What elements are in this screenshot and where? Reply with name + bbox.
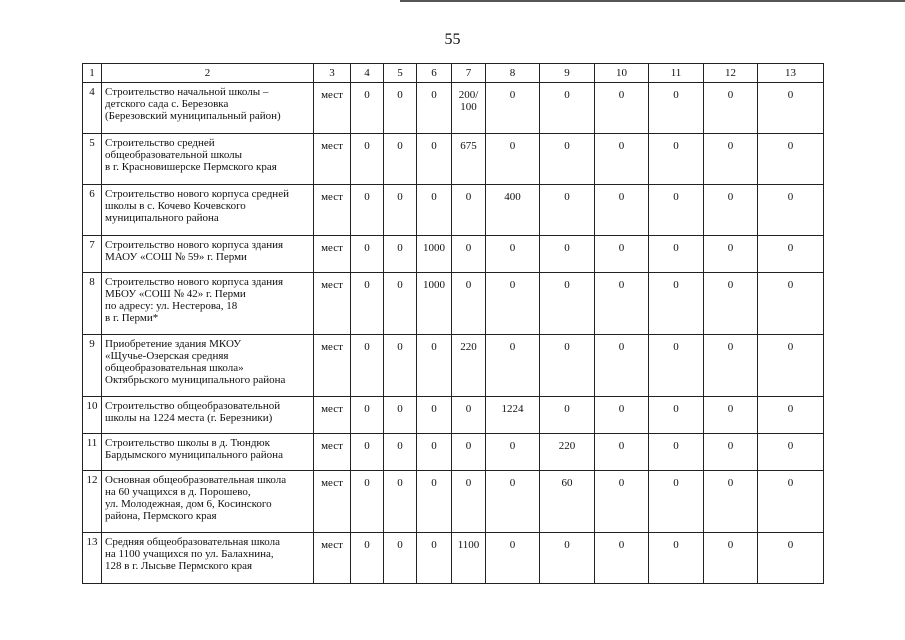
row-number: 7 xyxy=(83,236,102,273)
table-row xyxy=(83,434,824,471)
value-cell: 0 xyxy=(351,236,384,273)
value-cell: 0 xyxy=(649,397,704,434)
object-name-line: 128 в г. Лысьве Пермского края xyxy=(105,560,253,572)
object-name-line: Строительство нового корпуса здания xyxy=(105,239,284,251)
value-cell: 0 xyxy=(758,533,824,584)
value-cell: 0 xyxy=(649,434,704,471)
value-cell: 0 xyxy=(351,471,384,533)
header-cell: 2 xyxy=(102,64,314,83)
object-name-line: детского сада с. Березовка xyxy=(105,98,229,110)
value-cell: 0 xyxy=(486,471,540,533)
value-cell: 0 xyxy=(452,397,486,434)
value-cell: 0 xyxy=(486,236,540,273)
value-cell: 0 xyxy=(417,533,452,584)
value-cell: 0 xyxy=(384,273,417,335)
header-cell: 4 xyxy=(351,64,384,83)
header-cell: 3 xyxy=(314,64,351,83)
object-name-line: школы в с. Кочево Кочевского xyxy=(105,200,246,212)
table-row xyxy=(83,471,824,533)
value-cell: 0 xyxy=(704,335,758,397)
object-name xyxy=(102,533,314,584)
header-cell: 8 xyxy=(486,64,540,83)
object-name xyxy=(102,185,314,236)
object-name-line: МАОУ «СОШ № 59» г. Перми xyxy=(105,251,247,263)
value-cell: 0 xyxy=(452,471,486,533)
value-cell: 400 xyxy=(486,185,540,236)
value-cell: 0 xyxy=(384,236,417,273)
value-cell: 0 xyxy=(758,397,824,434)
unit-cell: мест xyxy=(314,434,351,471)
value-cell: 0 xyxy=(417,134,452,185)
value-cell: 0 xyxy=(486,533,540,584)
object-name xyxy=(102,471,314,533)
value-cell: 0 xyxy=(704,434,758,471)
object-name-line: Средняя общеобразовательная школа xyxy=(105,536,281,548)
value-cell: 0 xyxy=(384,397,417,434)
object-name-line: Строительство нового корпуса средней xyxy=(105,188,289,200)
table-row xyxy=(83,185,824,236)
value-cell: 0 xyxy=(452,434,486,471)
unit-cell: мест xyxy=(314,471,351,533)
object-name-line: Приобретение здания МКОУ xyxy=(105,338,242,350)
object-name-line: Бардымского муниципального района xyxy=(105,449,283,461)
value-cell: 0 xyxy=(351,134,384,185)
value-cell: 0 xyxy=(486,273,540,335)
value-cell: 0 xyxy=(704,236,758,273)
value-cell: 0 xyxy=(704,83,758,134)
value-cell: 0 xyxy=(351,434,384,471)
value-cell: 0 xyxy=(595,83,649,134)
value-cell: 1000 xyxy=(417,236,452,273)
value-cell: 0 xyxy=(704,471,758,533)
value-cell: 0 xyxy=(595,397,649,434)
value-cell: 0 xyxy=(351,335,384,397)
value-cell: 60 xyxy=(540,471,595,533)
value-cell: 0 xyxy=(595,134,649,185)
value-cell: 0 xyxy=(595,273,649,335)
value-cell: 0 xyxy=(540,335,595,397)
value-cell: 0 xyxy=(417,83,452,134)
value-cell: 0 xyxy=(351,273,384,335)
value-cell: 0 xyxy=(452,236,486,273)
value-cell: 0 xyxy=(758,434,824,471)
value-cell: 0 xyxy=(417,185,452,236)
unit-cell: мест xyxy=(314,335,351,397)
value-cell: 0 xyxy=(486,83,540,134)
unit-cell: мест xyxy=(314,134,351,185)
unit-cell: мест xyxy=(314,185,351,236)
object-name-line: в г. Красновишерске Пермского края xyxy=(105,161,277,173)
object-name-line: Строительство средней xyxy=(105,137,215,149)
header-cell: 12 xyxy=(704,64,758,83)
header-cell: 7 xyxy=(452,64,486,83)
header-cell: 11 xyxy=(649,64,704,83)
value-cell: 0 xyxy=(595,185,649,236)
value-cell: 0 xyxy=(595,471,649,533)
value-cell: 0 xyxy=(540,185,595,236)
value-cell: 0 xyxy=(351,83,384,134)
row-number: 9 xyxy=(83,335,102,397)
object-name xyxy=(102,134,314,185)
table-header-row xyxy=(83,64,824,83)
value-cell: 0 xyxy=(384,83,417,134)
value-cell: 0 xyxy=(649,335,704,397)
object-name-line: Основная общеобразовательная школа xyxy=(105,474,287,486)
object-name-line: Строительство нового корпуса здания xyxy=(105,276,284,288)
value-cell: 0 xyxy=(649,471,704,533)
value-cell: 675 xyxy=(452,134,486,185)
object-name-line: Строительство начальной школы – xyxy=(105,86,269,98)
object-name-line: муниципального района xyxy=(105,212,219,224)
object-name-line: общеобразовательная школа» xyxy=(105,362,244,374)
table-row xyxy=(83,83,824,134)
value-cell: 0 xyxy=(384,185,417,236)
header-cell: 6 xyxy=(417,64,452,83)
object-name xyxy=(102,236,314,273)
row-number: 4 xyxy=(83,83,102,134)
value-cell: 0 xyxy=(384,533,417,584)
header-cell: 1 xyxy=(83,64,102,83)
value-cell: 0 xyxy=(595,533,649,584)
value-cell: 0 xyxy=(704,273,758,335)
row-number: 13 xyxy=(83,533,102,584)
value-cell: 1000 xyxy=(417,273,452,335)
value-cell: 0 xyxy=(758,185,824,236)
value-cell: 0 xyxy=(595,434,649,471)
object-name-line: на 60 учащихся в д. Порошево, xyxy=(105,486,251,498)
value-cell: 0 xyxy=(417,397,452,434)
object-name xyxy=(102,397,314,434)
table-row xyxy=(83,236,824,273)
value-cell: 0 xyxy=(758,134,824,185)
value-cell: 0 xyxy=(540,397,595,434)
value-cell: 220 xyxy=(452,335,486,397)
header-cell: 13 xyxy=(758,64,824,83)
object-name-line: по адресу: ул. Нестерова, 18 xyxy=(105,300,238,312)
object-name xyxy=(102,273,314,335)
value-cell: 0 xyxy=(758,335,824,397)
value-cell: 0 xyxy=(351,397,384,434)
value-cell: 0 xyxy=(384,134,417,185)
value-cell: 0 xyxy=(384,335,417,397)
object-name-line: на 1100 учащихся по ул. Балахнина, xyxy=(105,548,274,560)
value-cell: 0 xyxy=(649,236,704,273)
unit-cell: мест xyxy=(314,236,351,273)
row-number: 12 xyxy=(83,471,102,533)
row-number: 10 xyxy=(83,397,102,434)
value-cell: 0 xyxy=(595,335,649,397)
value-cell: 0 xyxy=(649,273,704,335)
value-cell: 0 xyxy=(452,273,486,335)
unit-cell: мест xyxy=(314,273,351,335)
value-cell: 0 xyxy=(486,134,540,185)
table-row xyxy=(83,273,824,335)
value-cell: 0 xyxy=(351,533,384,584)
value-cell: 0 xyxy=(649,185,704,236)
object-name-line: «Щучье-Озерская средняя xyxy=(105,350,229,362)
object-name-line: Строительство школы в д. Тюндюк xyxy=(105,437,270,449)
row-number: 8 xyxy=(83,273,102,335)
value-cell: 0 xyxy=(417,335,452,397)
value-cell: 0 xyxy=(384,471,417,533)
object-name xyxy=(102,83,314,134)
header-cell: 5 xyxy=(384,64,417,83)
value-cell: 0 xyxy=(417,434,452,471)
row-number: 5 xyxy=(83,134,102,185)
value-cell: 0 xyxy=(704,533,758,584)
top-rule xyxy=(400,0,905,2)
unit-cell: мест xyxy=(314,83,351,134)
value-cell: 0 xyxy=(758,471,824,533)
table-row xyxy=(83,335,824,397)
value-cell: 0 xyxy=(649,83,704,134)
object-name-line: Октябрьского муниципального района xyxy=(105,374,286,386)
value-cell: 0 xyxy=(540,134,595,185)
table-row xyxy=(83,134,824,185)
object-name-line: МБОУ «СОШ № 42» г. Перми xyxy=(105,288,246,300)
value-cell: 0 xyxy=(758,83,824,134)
object-name xyxy=(102,434,314,471)
object-name-line: Строительство общеобразовательной xyxy=(105,400,281,412)
value-cell: 0 xyxy=(758,273,824,335)
value-cell: 0 xyxy=(384,434,417,471)
table-row xyxy=(83,397,824,434)
value-cell: 0 xyxy=(540,83,595,134)
object-name-line: района, Пермского края xyxy=(105,510,217,522)
row-number: 6 xyxy=(83,185,102,236)
value-cell: 0 xyxy=(704,397,758,434)
value-cell: 220 xyxy=(540,434,595,471)
header-cell: 10 xyxy=(595,64,649,83)
value-cell: 0 xyxy=(540,273,595,335)
value-cell: 0 xyxy=(452,185,486,236)
object-name-line: в г. Перми* xyxy=(105,312,159,324)
object-name-line: ул. Молодежная, дом 6, Косинского xyxy=(105,498,272,510)
value-cell: 0 xyxy=(417,471,452,533)
value-cell: 0 xyxy=(351,185,384,236)
value-cell: 0 xyxy=(595,236,649,273)
value-cell: 0 xyxy=(540,236,595,273)
value-cell: 0 xyxy=(486,434,540,471)
objects-table xyxy=(82,63,824,584)
row-number: 11 xyxy=(83,434,102,471)
object-name-line: (Березовский муниципальный район) xyxy=(105,110,281,122)
unit-cell: мест xyxy=(314,397,351,434)
header-cell: 9 xyxy=(540,64,595,83)
value-cell: 0 xyxy=(486,335,540,397)
page-number: 55 xyxy=(444,31,461,48)
value-cell: 0 xyxy=(649,533,704,584)
object-name-line: школы на 1224 места (г. Березники) xyxy=(105,412,273,424)
value-cell: 0 xyxy=(540,533,595,584)
value-cell: 0 xyxy=(758,236,824,273)
value-cell: 1224 xyxy=(486,397,540,434)
value-cell: 1100 xyxy=(452,533,486,584)
value-cell: 0 xyxy=(704,134,758,185)
value-cell: 200/ 100 xyxy=(452,83,486,134)
table-row xyxy=(83,533,824,584)
value-cell: 0 xyxy=(704,185,758,236)
value-cell: 0 xyxy=(649,134,704,185)
unit-cell: мест xyxy=(314,533,351,584)
object-name xyxy=(102,335,314,397)
object-name-line: общеобразовательной школы xyxy=(105,149,243,161)
